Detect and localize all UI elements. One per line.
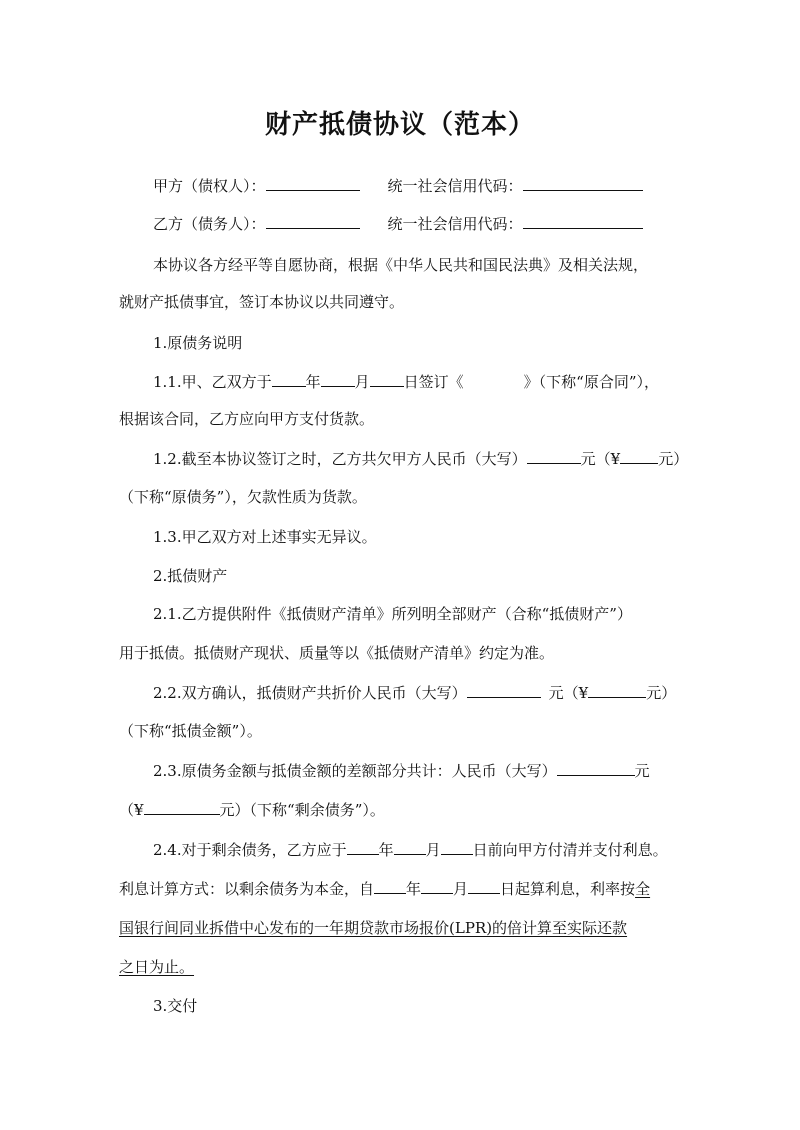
clause-text: （¥ — [119, 801, 144, 819]
intro-line-2: 就财产抵债事宜，签订本协议以共同遵守。 — [119, 293, 405, 311]
day-blank[interactable] — [370, 372, 404, 387]
month-blank[interactable] — [421, 879, 453, 894]
clause-text: 2.4.对于剩余债务，乙方应于 — [153, 841, 347, 859]
clause-2-4-line-1 — [153, 840, 668, 860]
underlined-text: 全 — [635, 880, 651, 898]
clause-text: 日签订《 — [403, 373, 464, 391]
clause-text: 2.2.双方确认，抵债财产共折价人民币（大写） — [153, 684, 467, 702]
amount-figure-blank[interactable] — [620, 449, 658, 464]
party-b-label: 乙方（债务人）： — [153, 215, 266, 233]
year-blank[interactable] — [347, 840, 379, 855]
party-b-code-blank[interactable] — [523, 214, 643, 229]
clause-1-2-line-1 — [153, 449, 688, 469]
month-blank[interactable] — [394, 840, 426, 855]
clause-text: 》（下称“原合同”）， — [523, 373, 660, 391]
clause-2-1-line-1: 2.1.乙方提供附件《抵债财产清单》所列明全部财产（合称“抵债财产”） — [153, 605, 632, 623]
amount-words-blank[interactable] — [467, 683, 541, 698]
year-blank[interactable] — [272, 372, 306, 387]
clause-text: 元（¥ — [580, 450, 621, 468]
clause-text: 年 — [305, 373, 321, 391]
year-blank[interactable] — [374, 879, 406, 894]
section-3-heading: 3.交付 — [153, 997, 198, 1015]
clause-2-4-line-4: 之日为止。 — [119, 958, 195, 976]
clause-text: 月 — [425, 841, 441, 859]
clause-text: 月 — [354, 373, 370, 391]
clause-2-3-line-2 — [119, 800, 385, 820]
clause-2-3-line-1 — [153, 761, 650, 781]
clause-text: 日起算利息，利率按 — [500, 880, 636, 898]
section-2-heading: 2.抵债财产 — [153, 567, 228, 585]
amount-words-blank[interactable] — [557, 761, 635, 776]
clause-text: 日前向甲方付清并支付利息。 — [472, 841, 668, 859]
party-b-code-label: 统一社会信用代码： — [387, 215, 523, 233]
clause-text: 年 — [406, 880, 422, 898]
party-a-name-blank[interactable] — [266, 176, 360, 191]
clause-text: 元） — [646, 684, 677, 702]
clause-1-3: 1.3.甲乙双方对上述事实无异议。 — [153, 528, 377, 546]
clause-text: 2.3.原债务金额与抵债金额的差额部分共计：人民币（大写） — [153, 762, 557, 780]
clause-2-4-line-3: 国银行间同业拆借中心发布的一年期贷款市场报价(LPR)的倍计算至实际还款 — [119, 919, 628, 937]
party-a-label: 甲方（债权人）： — [153, 177, 266, 195]
party-b-line — [153, 214, 643, 234]
clause-text: 1.1.甲、乙双方于 — [153, 373, 272, 391]
clause-2-1-line-2: 用于抵债。抵债财产现状、质量等以《抵债财产清单》约定为准。 — [119, 644, 555, 662]
document-title: 财产抵债协议（范本） — [264, 110, 535, 140]
clause-1-1-line-2: 根据该合同，乙方应向甲方支付货款。 — [119, 410, 375, 428]
day-blank[interactable] — [468, 879, 500, 894]
day-blank[interactable] — [441, 840, 473, 855]
month-blank[interactable] — [321, 372, 355, 387]
amount-figure-blank[interactable] — [588, 683, 646, 698]
clause-text: 月 — [453, 880, 469, 898]
clause-text: 年 — [378, 841, 394, 859]
clause-text: 元（¥ — [548, 684, 589, 702]
amount-figure-blank[interactable] — [144, 800, 220, 815]
clause-text: 1.2.截至本协议签订之时，乙方共欠甲方人民币（大写） — [153, 450, 527, 468]
clause-2-2-line-1 — [153, 683, 676, 703]
clause-1-2-line-2: （下称“原债务”），欠款性质为货款。 — [119, 488, 367, 506]
party-a-code-blank[interactable] — [523, 176, 643, 191]
clause-2-2-line-2: （下称“抵债金额”）。 — [119, 722, 262, 740]
party-a-code-label: 统一社会信用代码： — [387, 177, 523, 195]
intro-line-1: 本协议各方经平等自愿协商，根据《中华人民共和国民法典》及相关法规， — [153, 256, 649, 274]
section-1-heading: 1.原债务说明 — [153, 334, 243, 352]
clause-text: 元） — [658, 450, 689, 468]
clause-1-1-line-1 — [153, 372, 659, 392]
clause-text: 元 — [634, 762, 650, 780]
clause-text: 元）（下称“剩余债务”）。 — [219, 801, 385, 819]
clause-text: 利息计算方式：以剩余债务为本金，自 — [119, 880, 375, 898]
amount-words-blank[interactable] — [527, 449, 581, 464]
party-a-line — [153, 176, 643, 196]
party-b-name-blank[interactable] — [266, 214, 360, 229]
clause-2-4-line-2 — [119, 879, 650, 899]
